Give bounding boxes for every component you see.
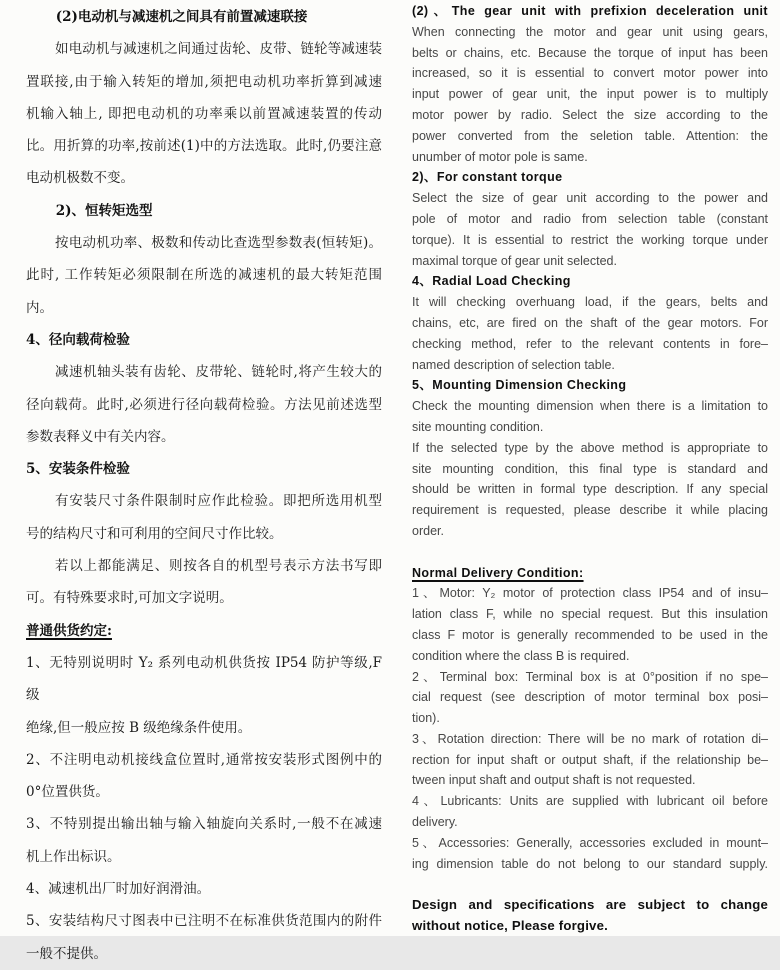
blank-line: [412, 874, 768, 895]
text-line: 3、Rotation direction: There will be no mark of rotation di–: [412, 731, 768, 746]
text-line: 如电动机与减速机之间通过齿轮、皮带、链轮等减速装: [55, 41, 382, 58]
text-line: 径向载荷。此时,必须进行径向载荷检验。方法见前述选型: [26, 396, 382, 413]
blank-line: [412, 542, 768, 563]
text-line: 5、安装结构尺寸图表中已注明不在标准供货范围内的附件: [26, 913, 382, 930]
paragraph: [412, 292, 768, 375]
paragraph: [412, 396, 768, 438]
text-line: 电动机极数不变。: [26, 170, 134, 187]
paragraph: [26, 873, 382, 905]
text-line: unumber of motor pole is same.: [412, 149, 588, 164]
text-line: Normal Delivery Condition:: [412, 565, 584, 580]
text-line: (2)、The gear unit with prefixion deceleration unit: [412, 4, 768, 18]
section-heading: [26, 195, 382, 227]
text-line: 内。: [26, 299, 53, 316]
text-line: rection for input shaft or output shaft, if the relationship be–: [412, 752, 768, 767]
text-line: When connecting the motor and gear unit using gears,: [412, 24, 768, 39]
text-line: 5、Accessories: Generally, accessories excluded in mount–: [412, 835, 768, 850]
paragraph: [26, 33, 382, 194]
paragraph: [26, 227, 382, 324]
text-line: site mounting condition.: [412, 419, 544, 434]
text-line: power converted from the seletion table. Attention: the: [412, 128, 768, 143]
text-line: condition where the class B is required.: [412, 648, 630, 663]
section-heading: [26, 453, 382, 485]
text-line: 一般不提供。: [26, 945, 107, 962]
section-heading: [412, 271, 768, 292]
text-line: 1、Motor: Y₂ motor of protection class IP54 and of insu–: [412, 586, 768, 601]
text-line: 4、减速机出厂时加好润滑油。: [26, 881, 211, 898]
text-line: maximal torque of gear unit selected.: [412, 253, 617, 268]
text-line: chains, etc, are fired on the shaft of the gear motors. For: [412, 315, 768, 330]
section-heading: [412, 563, 768, 584]
text-line: cial request (see description of motor terminal box posi–: [412, 690, 768, 705]
text-line: 1、无特别说明时 Y₂ 系列电动机供货按 IP54 防护等级,F 级: [26, 654, 382, 704]
text-line: 2)、恒转矩选型: [55, 202, 153, 219]
paragraph: [26, 744, 382, 809]
text-line: 4、径向载荷检验: [26, 331, 130, 348]
text-line: It will checking overhuang load, if the gears, belts and: [412, 295, 768, 310]
section-heading: [26, 615, 382, 647]
text-line: 2)、For constant torque: [412, 170, 563, 185]
text-line: belts or chains, etc. Because the torque of input has been: [412, 45, 768, 60]
text-line: torque). It is essential to restrict the working torque under: [412, 232, 768, 247]
text-line: motor power by radio. Select the size according to the: [412, 107, 768, 122]
text-line: named description of selection table.: [412, 357, 615, 372]
text-line: 机输入轴上, 即把电动机的功率乘以前置减速装置的传动: [26, 105, 382, 122]
text-line: 有安装尺寸条件限制时应作此检验。即把所选用机型: [55, 493, 382, 510]
text-line: 比。用折算的功率,按前述(1)中的方法选取。此时,仍要注意: [26, 138, 382, 155]
section-heading: [26, 324, 382, 356]
paragraph: [26, 647, 382, 744]
text-line: 5、Mounting Dimension Checking: [412, 378, 627, 393]
text-line: Design and specifications are subject to change: [412, 897, 768, 913]
text-line: 此时, 工作转矩必须限制在所选的减速机的最大转矩范围: [26, 267, 382, 284]
text-line: delivery.: [412, 815, 458, 830]
text-line: Check the mounting dimension when there is a limitation to: [412, 399, 768, 414]
text-line: 4、Lubricants: Units are supplied with lubricant oil before: [412, 794, 768, 809]
text-line: requirement is requested, please describe it while placing: [412, 503, 768, 518]
left-column-chinese: [26, 1, 382, 970]
text-line: increased, so it is essential to convert motor power into: [412, 66, 768, 81]
text-line: 3、不特别提出输出轴与输入轴旋向关系时,一般不在减速: [26, 816, 382, 833]
paragraph: [26, 485, 382, 550]
text-line: 可。有特殊要求时,可加文字说明。: [26, 590, 233, 607]
paragraph: [412, 188, 768, 271]
text-line: (2)电动机与减速机之间具有前置减速联接: [55, 9, 308, 25]
text-line: 若以上都能满足、则按各自的机型号表示方法书写即: [55, 558, 382, 575]
text-line: 2、Terminal box: Terminal box is at 0°position if no spe–: [412, 669, 768, 684]
text-line: checking method, refer to the relevant contents in fore–: [412, 336, 768, 351]
text-line: 0°位置供货。: [26, 784, 109, 801]
paragraph: [26, 550, 382, 615]
text-line: input power of gear unit, the input power is to multiply: [412, 87, 768, 102]
paragraph: [26, 905, 382, 970]
text-line: 5、安装条件检验: [26, 461, 130, 478]
text-line: pole of motor and radio from selection table (constant: [412, 211, 768, 226]
paragraph: [412, 729, 768, 791]
right-column-english: [412, 1, 768, 937]
text-line: 减速机轴头装有齿轮、皮带轮、链轮时,将产生较大的: [55, 364, 382, 381]
text-line: 按电动机功率、极数和传动比查选型参数表(恒转矩)。: [55, 235, 382, 252]
text-line: ing dimension table do not belong to our standard supply.: [412, 856, 768, 871]
text-line: order.: [412, 523, 444, 538]
text-line: tween input shaft and output shaft is not requested.: [412, 773, 696, 788]
text-line: class F motor is generally recommended to be used in the: [412, 627, 768, 642]
paragraph: [26, 808, 382, 873]
section-heading: [412, 1, 768, 22]
text-line: 参数表释义中有关内容。: [26, 428, 175, 445]
text-line: Select the size of gear unit according to the power and: [412, 191, 768, 206]
text-line: lation class F, while no special request. But this insulation: [412, 607, 768, 622]
paragraph: [412, 667, 768, 729]
section-heading: [412, 167, 768, 188]
paragraph: [26, 356, 382, 453]
text-line: 绝缘,但一般应按 B 级绝缘条件使用。: [26, 719, 252, 736]
text-line: 2、不注明电动机接线盒位置时,通常按安装形式图例中的: [26, 751, 382, 768]
paragraph: [412, 791, 768, 833]
text-line: 机上作出标识。: [26, 848, 121, 865]
paragraph: [412, 22, 768, 168]
paragraph: [412, 583, 768, 666]
text-line: If the selected type by the above method is appropriate to: [412, 440, 768, 455]
text-line: 置联接,由于输入转矩的增加,须把电动机功率折算到减速: [26, 73, 382, 90]
paragraph: [412, 833, 768, 875]
text-line: tion).: [412, 711, 440, 726]
text-line: 4、Radial Load Checking: [412, 274, 571, 289]
paragraph: [412, 438, 768, 542]
section-heading: [412, 375, 768, 396]
text-line: without notice, Please forgive.: [412, 918, 608, 934]
text-line: site mounting condition, this final type is standard and: [412, 461, 768, 476]
section-heading: [26, 1, 382, 33]
paragraph: [412, 895, 768, 937]
text-line: 普通供货约定:: [26, 622, 112, 639]
text-line: 号的结构尺寸和可利用的空间尺寸作比较。: [26, 525, 283, 542]
text-line: should be written in formal type description. If any special: [412, 482, 768, 497]
